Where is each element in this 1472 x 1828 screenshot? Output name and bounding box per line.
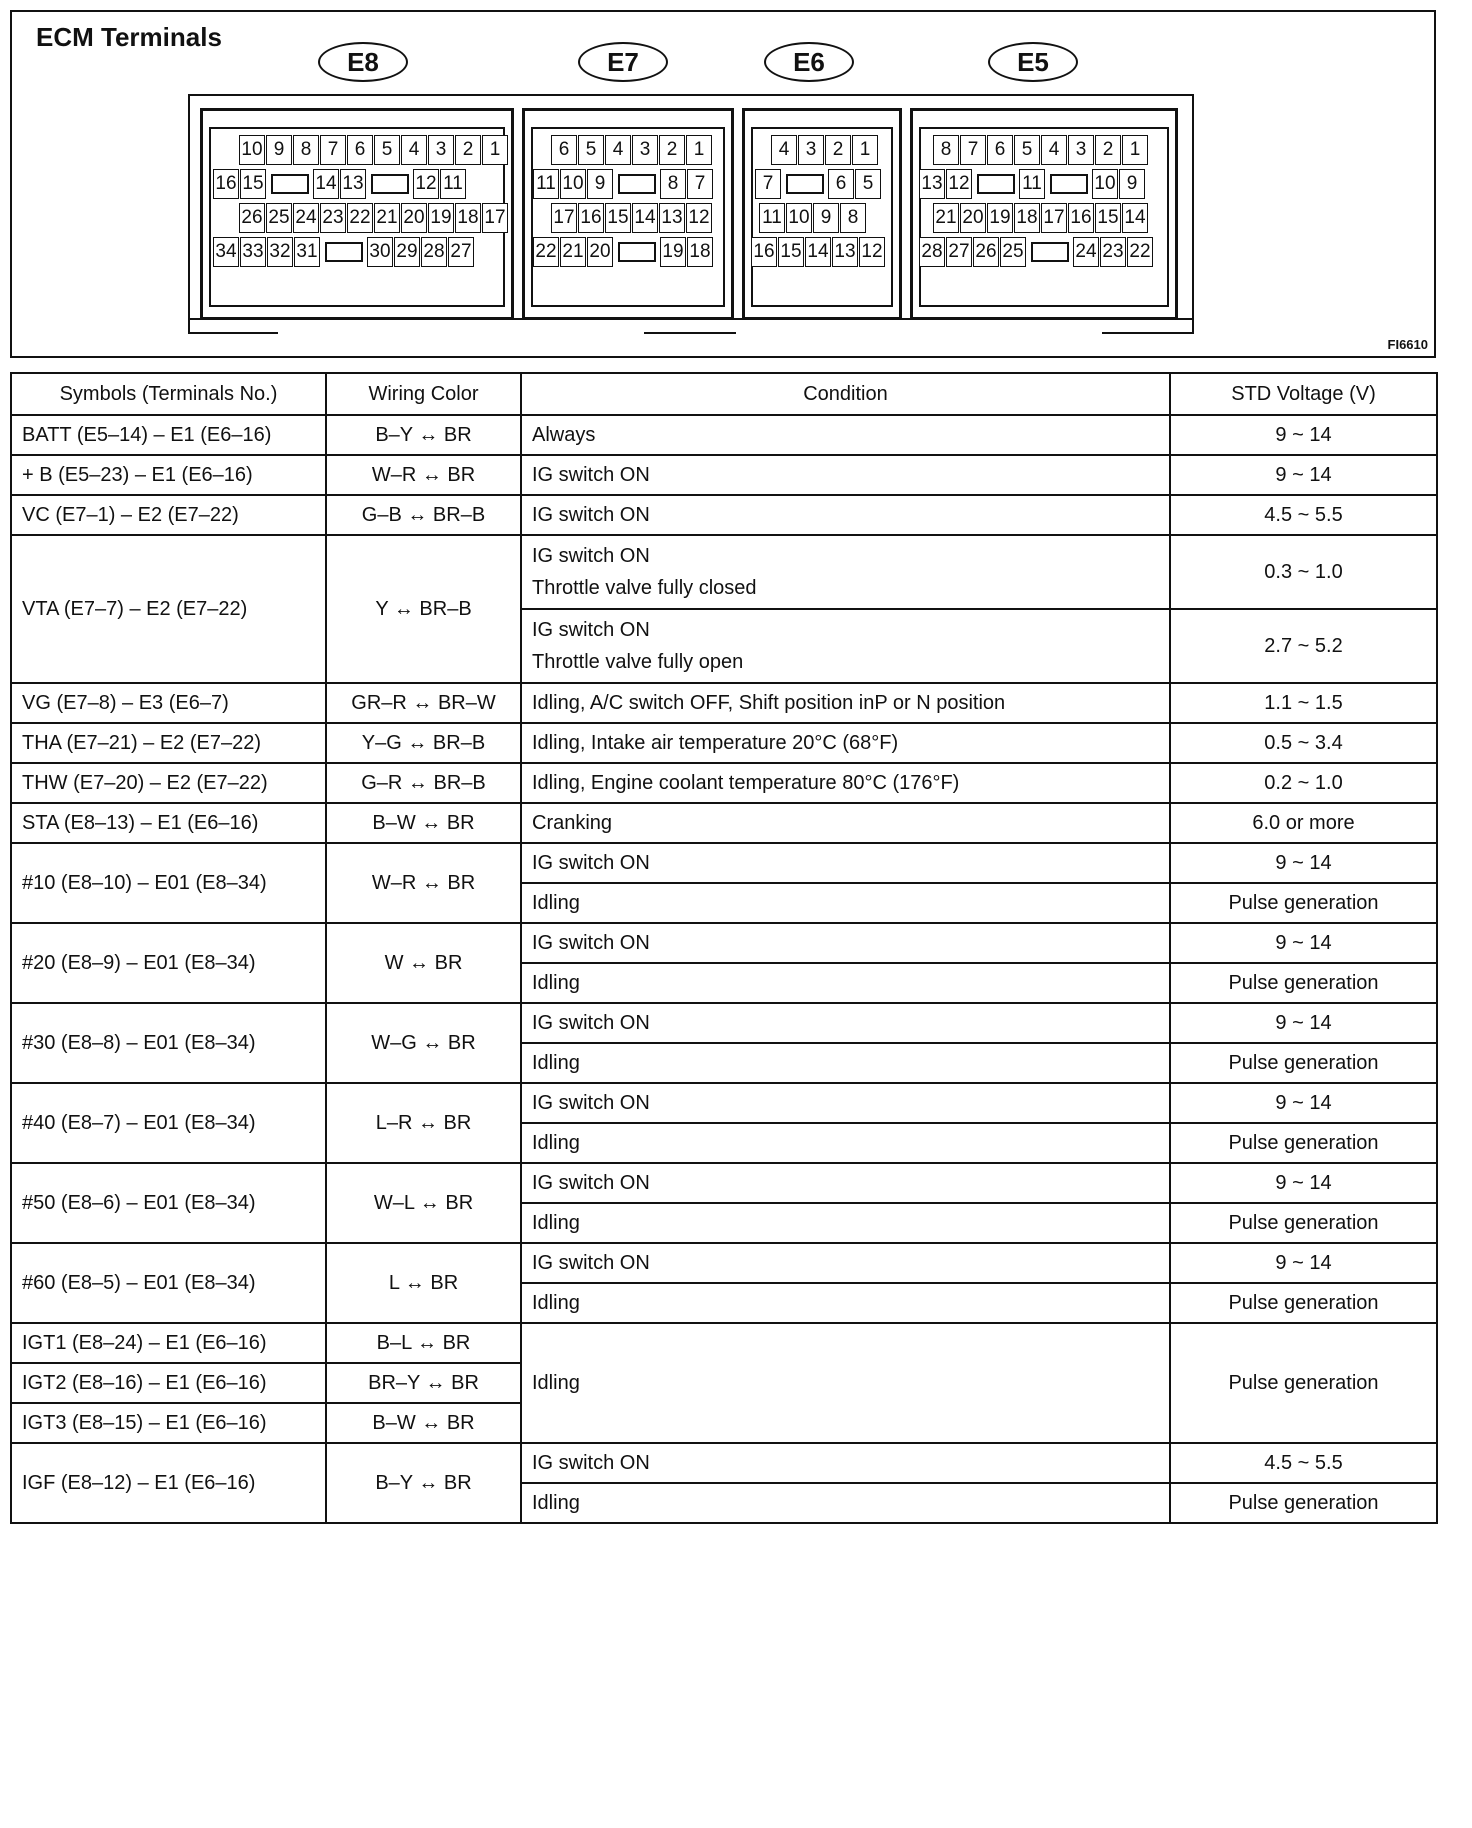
terminal-pin: 2 [659, 135, 685, 165]
terminal-pin: 10 [560, 169, 586, 199]
voltage-cell: 0.5 ~ 3.4 [1170, 723, 1437, 763]
terminal-pin: 24 [293, 203, 319, 233]
terminal-spec-table [10, 372, 1438, 1524]
connector-e8-row-2 [213, 169, 467, 199]
table-row [11, 723, 1437, 763]
terminal-pin: 1 [686, 135, 712, 165]
terminal-pin: 7 [755, 169, 781, 199]
header-symbols: Symbols (Terminals No.) [11, 373, 326, 415]
terminal-pin: 15 [1095, 203, 1121, 233]
terminal-pin: 27 [448, 237, 474, 267]
connector-e6 [742, 108, 902, 320]
symbol-cell: VG (E7–8) – E3 (E6–7) [11, 683, 326, 723]
condition-cell: Idling [521, 1483, 1170, 1523]
terminal-pin: 32 [267, 237, 293, 267]
voltage-cell: 9 ~ 14 [1170, 1163, 1437, 1203]
terminal-pin: 13 [340, 169, 366, 199]
connector-label-e8: E8 [318, 42, 408, 82]
connector-e7-row-3 [551, 203, 713, 233]
symbol-cell: VC (E7–1) – E2 (E7–22) [11, 495, 326, 535]
terminal-pin: 3 [428, 135, 454, 165]
symbol-cell: BATT (E5–14) – E1 (E6–16) [11, 415, 326, 455]
terminal-pin: 29 [394, 237, 420, 267]
wiring-cell: B–W ↔ BR [326, 803, 521, 843]
voltage-cell: 4.5 ~ 5.5 [1170, 495, 1437, 535]
terminal-pin: 2 [1095, 135, 1121, 165]
terminal-pin: 12 [413, 169, 439, 199]
condition-cell: Idling [521, 1323, 1170, 1443]
terminal-pin: 19 [660, 237, 686, 267]
voltage-cell: 2.7 ~ 5.2 [1170, 609, 1437, 683]
terminal-pin: 27 [946, 237, 972, 267]
symbol-cell: #20 (E8–9) – E01 (E8–34) [11, 923, 326, 1003]
symbol-cell: #10 (E8–10) – E01 (E8–34) [11, 843, 326, 923]
condition-line: Throttle valve fully closed [532, 577, 757, 599]
connector-key-slot [786, 174, 824, 194]
connector-label-e7: E7 [578, 42, 668, 82]
terminal-pin: 15 [605, 203, 631, 233]
condition-cell: IG switch ON [521, 1003, 1170, 1043]
connector-e7-row-1 [551, 135, 713, 165]
connector-e8-row-1 [239, 135, 509, 165]
terminal-pin: 5 [855, 169, 881, 199]
housing-right-line [1192, 94, 1194, 332]
terminal-pin: 16 [1068, 203, 1094, 233]
connector-label-e5: E5 [988, 42, 1078, 82]
wiring-cell: G–B ↔ BR–B [326, 495, 521, 535]
terminal-pin: 34 [213, 237, 239, 267]
terminal-pin: 4 [605, 135, 631, 165]
condition-cell: Always [521, 415, 1170, 455]
condition-cell: Idling [521, 1283, 1170, 1323]
table-row [11, 1323, 1437, 1363]
condition-cell: IG switch ON [521, 1163, 1170, 1203]
symbol-cell: #50 (E8–6) – E01 (E8–34) [11, 1163, 326, 1243]
terminal-pin: 22 [533, 237, 559, 267]
terminal-pin: 16 [751, 237, 777, 267]
symbol-cell: THW (E7–20) – E2 (E7–22) [11, 763, 326, 803]
connector-e5-row-1 [933, 135, 1149, 165]
wiring-cell: L–R ↔ BR [326, 1083, 521, 1163]
table-row [11, 535, 1437, 609]
terminal-pin: 6 [347, 135, 373, 165]
terminal-pin: 9 [1119, 169, 1145, 199]
condition-cell: Idling [521, 883, 1170, 923]
terminal-pin: 5 [374, 135, 400, 165]
terminal-pin: 14 [313, 169, 339, 199]
terminal-pin: 13 [659, 203, 685, 233]
terminal-pin: 4 [771, 135, 797, 165]
terminal-pin: 2 [825, 135, 851, 165]
terminal-pin: 8 [840, 203, 866, 233]
voltage-cell: 4.5 ~ 5.5 [1170, 1443, 1437, 1483]
condition-cell [521, 609, 1170, 683]
voltage-cell: 0.2 ~ 1.0 [1170, 763, 1437, 803]
condition-cell: IG switch ON [521, 1243, 1170, 1283]
table-row [11, 763, 1437, 803]
symbol-cell: #30 (E8–8) – E01 (E8–34) [11, 1003, 326, 1083]
condition-cell: Idling, A/C switch OFF, Shift position inP or N position [521, 683, 1170, 723]
terminal-pin: 15 [240, 169, 266, 199]
condition-cell: IG switch ON [521, 495, 1170, 535]
connector-e7 [522, 108, 734, 320]
terminal-pin: 31 [294, 237, 320, 267]
terminal-pin: 18 [1014, 203, 1040, 233]
wiring-cell: Y ↔ BR–B [326, 535, 521, 683]
symbol-cell: IGT3 (E8–15) – E1 (E6–16) [11, 1403, 326, 1443]
terminal-pin: 23 [1100, 237, 1126, 267]
terminal-pin: 6 [987, 135, 1013, 165]
symbol-cell: + B (E5–23) – E1 (E6–16) [11, 455, 326, 495]
condition-cell: Idling [521, 963, 1170, 1003]
terminal-pin: 21 [374, 203, 400, 233]
connector-key-slot [271, 174, 309, 194]
terminal-pin: 7 [960, 135, 986, 165]
condition-cell: IG switch ON [521, 843, 1170, 883]
connector-e7-row-2 [533, 169, 714, 199]
connector-e7-row-4 [533, 237, 714, 267]
housing-foot-right [1102, 332, 1194, 334]
terminal-pin: 1 [1122, 135, 1148, 165]
terminal-pin: 6 [828, 169, 854, 199]
table-row [11, 923, 1437, 963]
voltage-cell: 9 ~ 14 [1170, 1243, 1437, 1283]
connector-key-slot [618, 242, 656, 262]
terminal-pin: 12 [946, 169, 972, 199]
terminal-pin: 13 [832, 237, 858, 267]
symbol-cell: STA (E8–13) – E1 (E6–16) [11, 803, 326, 843]
terminal-pin: 22 [1127, 237, 1153, 267]
terminal-pin: 16 [578, 203, 604, 233]
terminal-pin: 20 [401, 203, 427, 233]
table-row [11, 803, 1437, 843]
voltage-cell: 9 ~ 14 [1170, 1083, 1437, 1123]
diagram-title: ECM Terminals [36, 22, 222, 52]
condition-cell: Idling [521, 1123, 1170, 1163]
symbol-cell: IGT1 (E8–24) – E1 (E6–16) [11, 1323, 326, 1363]
terminal-pin: 22 [347, 203, 373, 233]
connector-e6-row-4 [751, 237, 886, 267]
voltage-cell: 9 ~ 14 [1170, 843, 1437, 883]
terminal-pin: 7 [687, 169, 713, 199]
terminal-pin: 17 [482, 203, 508, 233]
connector-e6-row-3 [759, 203, 867, 233]
voltage-cell: Pulse generation [1170, 883, 1437, 923]
connector-e8-row-4 [213, 237, 475, 267]
terminal-pin: 13 [919, 169, 945, 199]
connector-key-slot [618, 174, 656, 194]
connector-e6-row-1 [771, 135, 879, 165]
header-wiring-color: Wiring Color [326, 373, 521, 415]
table-header-row [11, 373, 1437, 415]
voltage-cell: Pulse generation [1170, 1483, 1437, 1523]
connector-e8-row-3 [239, 203, 509, 233]
terminal-pin: 28 [919, 237, 945, 267]
voltage-cell: 9 ~ 14 [1170, 1003, 1437, 1043]
terminal-pin: 11 [440, 169, 466, 199]
terminal-pin: 33 [240, 237, 266, 267]
connector-key-slot [371, 174, 409, 194]
terminal-pin: 26 [973, 237, 999, 267]
terminal-pin: 14 [805, 237, 831, 267]
terminal-pin: 28 [421, 237, 447, 267]
housing-foot-left [188, 332, 278, 334]
wiring-cell: W–R ↔ BR [326, 455, 521, 495]
terminal-pin: 25 [1000, 237, 1026, 267]
condition-line: Throttle valve fully open [532, 651, 744, 673]
terminal-pin: 19 [987, 203, 1013, 233]
condition-cell: Idling, Engine coolant temperature 80°C (176°F) [521, 763, 1170, 803]
terminal-pin: 3 [798, 135, 824, 165]
terminal-pin: 21 [560, 237, 586, 267]
condition-cell: Idling [521, 1203, 1170, 1243]
symbol-cell: VTA (E7–7) – E2 (E7–22) [11, 535, 326, 683]
figure-code: FI6610 [1387, 337, 1428, 352]
terminal-pin: 30 [367, 237, 393, 267]
condition-line: IG switch ON [532, 545, 650, 567]
housing-top-line [188, 94, 1194, 96]
voltage-cell: Pulse generation [1170, 1323, 1437, 1443]
condition-line: IG switch ON [532, 619, 650, 641]
terminal-pin: 18 [455, 203, 481, 233]
terminal-pin: 3 [632, 135, 658, 165]
condition-cell: Idling, Intake air temperature 20°C (68°F) [521, 723, 1170, 763]
wiring-cell: GR–R ↔ BR–W [326, 683, 521, 723]
ecm-terminals-diagram [10, 10, 1436, 358]
condition-cell [521, 535, 1170, 609]
terminal-pin: 23 [320, 203, 346, 233]
terminal-pin: 2 [455, 135, 481, 165]
voltage-cell: Pulse generation [1170, 1043, 1437, 1083]
connector-e5-row-2 [919, 169, 1146, 199]
symbol-cell: THA (E7–21) – E2 (E7–22) [11, 723, 326, 763]
terminal-pin: 10 [1092, 169, 1118, 199]
condition-cell: IG switch ON [521, 1083, 1170, 1123]
terminal-pin: 3 [1068, 135, 1094, 165]
table-row [11, 1243, 1437, 1283]
wiring-cell: B–Y ↔ BR [326, 415, 521, 455]
table-row [11, 415, 1437, 455]
connector-key-slot [977, 174, 1015, 194]
terminal-pin: 9 [813, 203, 839, 233]
terminal-pin: 12 [686, 203, 712, 233]
voltage-cell: 9 ~ 14 [1170, 923, 1437, 963]
terminal-pin: 1 [852, 135, 878, 165]
terminal-pin: 10 [239, 135, 265, 165]
terminal-pin: 4 [1041, 135, 1067, 165]
connector-e5-row-3 [933, 203, 1149, 233]
terminal-pin: 19 [428, 203, 454, 233]
terminal-pin: 11 [759, 203, 785, 233]
wiring-cell: B–L ↔ BR [326, 1323, 521, 1363]
voltage-cell: Pulse generation [1170, 1203, 1437, 1243]
table-row [11, 1003, 1437, 1043]
wiring-cell: G–R ↔ BR–B [326, 763, 521, 803]
wiring-cell: W–R ↔ BR [326, 843, 521, 923]
terminal-pin: 1 [482, 135, 508, 165]
header-condition: Condition [521, 373, 1170, 415]
symbol-cell: IGT2 (E8–16) – E1 (E6–16) [11, 1363, 326, 1403]
wiring-cell: B–W ↔ BR [326, 1403, 521, 1443]
terminal-pin: 25 [266, 203, 292, 233]
connector-e5-row-4 [919, 237, 1154, 267]
wiring-cell: BR–Y ↔ BR [326, 1363, 521, 1403]
connector-key-slot [1031, 242, 1069, 262]
table-row [11, 1443, 1437, 1483]
table-row [11, 455, 1437, 495]
connector-key-slot [325, 242, 363, 262]
terminal-pin: 9 [587, 169, 613, 199]
condition-cell: Cranking [521, 803, 1170, 843]
connector-e5 [910, 108, 1178, 320]
terminal-pin: 20 [587, 237, 613, 267]
terminal-pin: 8 [660, 169, 686, 199]
connector-key-slot [1050, 174, 1088, 194]
terminal-pin: 26 [239, 203, 265, 233]
housing-left-line [188, 94, 190, 332]
terminal-pin: 7 [320, 135, 346, 165]
terminal-pin: 11 [1019, 169, 1045, 199]
connector-e8 [200, 108, 514, 320]
symbol-cell: #60 (E8–5) – E01 (E8–34) [11, 1243, 326, 1323]
condition-cell: IG switch ON [521, 455, 1170, 495]
table-row [11, 1163, 1437, 1203]
terminal-pin: 6 [551, 135, 577, 165]
table-row [11, 843, 1437, 883]
terminal-pin: 4 [401, 135, 427, 165]
terminal-pin: 8 [933, 135, 959, 165]
terminal-pin: 21 [933, 203, 959, 233]
table-row [11, 683, 1437, 723]
condition-cell: Idling [521, 1043, 1170, 1083]
terminal-pin: 18 [687, 237, 713, 267]
symbol-cell: #40 (E8–7) – E01 (E8–34) [11, 1083, 326, 1163]
housing-foot-mid [644, 332, 736, 334]
voltage-cell: Pulse generation [1170, 1283, 1437, 1323]
header-std-voltage: STD Voltage (V) [1170, 373, 1437, 415]
terminal-pin: 5 [1014, 135, 1040, 165]
terminal-pin: 20 [960, 203, 986, 233]
terminal-pin: 15 [778, 237, 804, 267]
wiring-cell: W–G ↔ BR [326, 1003, 521, 1083]
voltage-cell: Pulse generation [1170, 1123, 1437, 1163]
table-row [11, 1083, 1437, 1123]
voltage-cell: 1.1 ~ 1.5 [1170, 683, 1437, 723]
wiring-cell: Y–G ↔ BR–B [326, 723, 521, 763]
terminal-pin: 11 [533, 169, 559, 199]
table-row [11, 495, 1437, 535]
connector-e6-row-2 [755, 169, 882, 199]
terminal-pin: 17 [551, 203, 577, 233]
wiring-cell: B–Y ↔ BR [326, 1443, 521, 1523]
wiring-cell: W–L ↔ BR [326, 1163, 521, 1243]
terminal-pin: 9 [266, 135, 292, 165]
terminal-pin: 14 [1122, 203, 1148, 233]
voltage-cell: 9 ~ 14 [1170, 455, 1437, 495]
voltage-cell: 6.0 or more [1170, 803, 1437, 843]
terminal-pin: 14 [632, 203, 658, 233]
terminal-pin: 16 [213, 169, 239, 199]
wiring-cell: L ↔ BR [326, 1243, 521, 1323]
terminal-pin: 12 [859, 237, 885, 267]
terminal-pin: 10 [786, 203, 812, 233]
symbol-cell: IGF (E8–12) – E1 (E6–16) [11, 1443, 326, 1523]
wiring-cell: W ↔ BR [326, 923, 521, 1003]
connector-label-e6: E6 [764, 42, 854, 82]
voltage-cell: 0.3 ~ 1.0 [1170, 535, 1437, 609]
terminal-pin: 5 [578, 135, 604, 165]
condition-cell: IG switch ON [521, 1443, 1170, 1483]
condition-cell: IG switch ON [521, 923, 1170, 963]
terminal-pin: 8 [293, 135, 319, 165]
terminal-pin: 24 [1073, 237, 1099, 267]
voltage-cell: 9 ~ 14 [1170, 415, 1437, 455]
terminal-pin: 17 [1041, 203, 1067, 233]
voltage-cell: Pulse generation [1170, 963, 1437, 1003]
